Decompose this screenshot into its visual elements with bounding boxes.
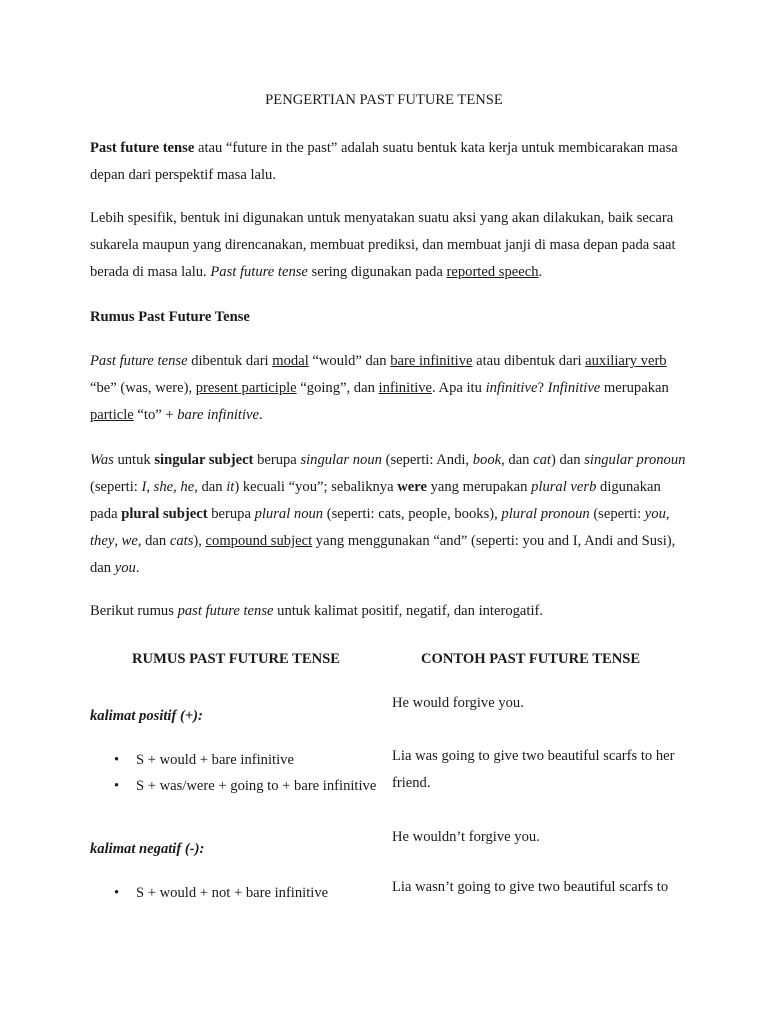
positive-label-text: kalimat positif (+): [90,708,203,724]
text: dibentuk dari [187,353,273,369]
term: singular noun [300,452,382,468]
term: Infinitive [547,380,601,396]
text: . [258,407,263,423]
text: ), [193,533,206,549]
link-present-participle[interactable]: present participle [195,380,297,396]
text: atau dibentuk dari [472,353,586,369]
text: untuk [113,452,155,468]
text: untuk kalimat positif, negatif, dan interogatif. [273,603,544,619]
text: . [135,560,140,576]
term-bold: singular subject [154,452,254,468]
text: (seperti: [90,479,142,495]
text: berupa [253,452,301,468]
text: sering digunakan pada [307,264,447,280]
term: we [121,533,138,549]
link-auxiliary-verb[interactable]: auxiliary verb [585,353,667,369]
term-bold: plural subject [121,506,208,522]
text: , [146,479,154,495]
text: “going”, dan [296,380,379,396]
link-compound-subject[interactable]: compound subject [205,533,313,549]
term: you [114,560,136,576]
link-modal[interactable]: modal [272,353,309,369]
link-bare-infinitive[interactable]: bare infinitive [390,353,473,369]
term: cats [169,533,194,549]
text: (seperti: [589,506,645,522]
example-positive-2: Lia was going to give two beautiful scarfs to her friend. [392,748,675,791]
negative-label [90,836,204,863]
text: ) dan [550,452,585,468]
paragraph-intro-table [90,598,690,625]
term: she [153,479,174,495]
term: cat [533,452,551,468]
term-bold: were [397,479,427,495]
heading-text: Rumus Past Future Tense [90,309,250,325]
negative-label-text: kalimat negatif (-): [90,841,205,857]
term: bare infinitive [177,407,259,423]
text: “to” + [133,407,178,423]
paragraph-was-were [90,447,690,582]
text: . [538,264,543,280]
text: ? [537,380,548,396]
term-past-future-tense: Past future tense [90,140,195,156]
text: yang menggunakan “and” (seperti: you and I, Andi and Susi), dan [90,533,676,576]
term: plural pronoun [501,506,590,522]
text: , [173,479,181,495]
text: (seperti: cats, people, books), [323,506,502,522]
page-title: PENGERTIAN PAST FUTURE TENSE [265,92,503,108]
table-right-header: CONTOH PAST FUTURE TENSE [421,651,641,667]
term: you [644,506,666,522]
text: merupakan [600,380,669,396]
positive-label [90,703,203,730]
example-negative-2: Lia wasn’t going to give two beautiful scarfs to [392,879,669,895]
text: “be” (was, were), [90,380,196,396]
paragraph-formation [90,348,690,429]
example-positive-1: He would forgive you. [392,695,524,711]
link-reported-speech[interactable]: reported speech [446,264,539,280]
text: Lebih spesifik, bentuk ini digunakan untuk menyatakan suatu aksi yang akan dilakukan, baik secara sukarela maupun yang direncanakan, membuat prediksi, dan membuat janji di masa depan pada saat berada di masa lalu. [90,210,676,280]
definition-text: atau “future in the past” adalah suatu bentuk kata kerja untuk membicarakan masa depan dari perspektif masa lalu. [90,140,678,183]
link-particle[interactable]: particle [90,407,134,423]
term: Past future tense [90,353,188,369]
section-heading [90,304,690,331]
term: book [472,452,502,468]
term: plural verb [531,479,597,495]
list-item: • S + was/were + going to + bare infinitive [90,773,376,799]
text: , dan [194,479,227,495]
term: he [180,479,195,495]
link-infinitive[interactable]: infinitive [378,380,433,396]
term: Was [90,452,114,468]
term: it [226,479,235,495]
term: I [141,479,147,495]
text: , dan [501,452,534,468]
text: (seperti: Andi, [381,452,473,468]
paragraph-specific [90,205,690,286]
text: yang merupakan [426,479,532,495]
table-left-header: RUMUS PAST FUTURE TENSE [132,651,341,667]
text: ) kecuali “you”; sebaliknya [234,479,398,495]
negative-formula-list [90,880,328,906]
text: . Apa itu [432,380,486,396]
text: “would” dan [308,353,391,369]
term: Past future tense [210,264,308,280]
example-negative-1: He wouldn’t forgive you. [392,829,540,845]
term: singular pronoun [584,452,686,468]
positive-formula-list [90,747,376,799]
text: , [114,533,122,549]
list-item: • S + would + not + bare infinitive [90,880,328,906]
list-item: • S + would + bare infinitive [90,747,376,773]
text: , [665,506,670,522]
term: past future tense [177,603,274,619]
term: infinitive [485,380,538,396]
text: digunakan pada [90,479,661,522]
paragraph-definition [90,135,690,189]
text: , dan [137,533,170,549]
term: plural noun [254,506,324,522]
text: berupa [207,506,255,522]
term: they [90,533,115,549]
text: Berikut rumus [90,603,178,619]
